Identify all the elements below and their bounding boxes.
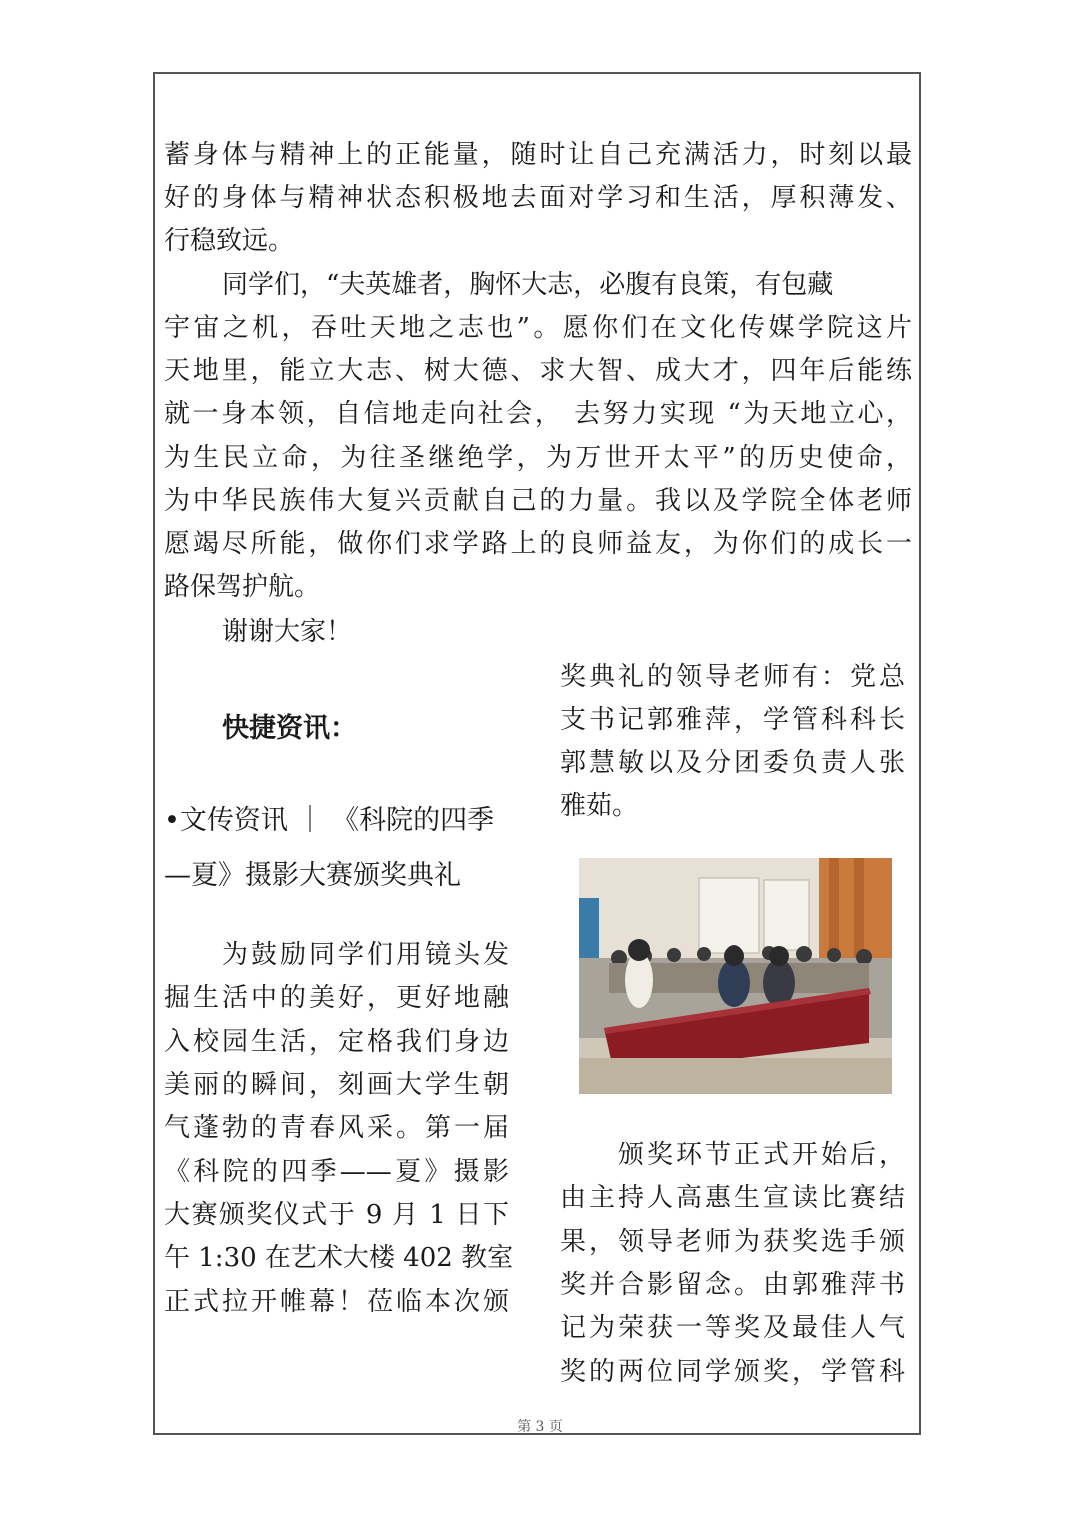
right-column-line: 奖典礼的领导老师有：党总 — [560, 662, 905, 692]
right-column-line: 雅茹。 — [560, 791, 639, 821]
right-column-line: 记为荣获一等奖及最佳人气 — [560, 1313, 905, 1343]
right-column-line: 奖的两位同学颁奖，学管科 — [560, 1357, 905, 1387]
page-number: 第 3 页 — [517, 1419, 563, 1435]
news-heading: 快捷资讯： — [222, 713, 357, 744]
paragraph-line: 好的身体与精神状态积极地去面对学习和生活，厚积薄发、 — [164, 183, 912, 213]
left-column-line: 气蓬勃的青春风采。第一届 — [164, 1113, 509, 1143]
ceremony-photo — [579, 858, 892, 1094]
right-column-line: 郭慧敏以及分团委负责人张 — [560, 748, 905, 778]
closing-thanks: 谢谢大家！ — [222, 617, 353, 647]
left-column-line: 正式拉开帷幕！莅临本次颁 — [164, 1287, 509, 1317]
paragraph-line: 就一身本领，自信地走向社会， 去努力实现 “为天地立心， — [164, 399, 912, 429]
news-title-line: —夏》摄影大赛颁奖典礼 — [164, 860, 461, 891]
ceremony-photo-illustration — [579, 858, 892, 1094]
paragraph-line: 愿竭尽所能，做你们求学路上的良师益友，为你们的成长一 — [164, 529, 912, 559]
paragraph-line: 为生民立命，为往圣继绝学，为万世开太平”的历史使命， — [164, 443, 912, 473]
paragraph-line: 行稳致远。 — [164, 226, 295, 256]
left-column-line: 掘生活中的美好，更好地融 — [164, 983, 509, 1013]
left-column-line: 美丽的瞬间，刻画大学生朝 — [164, 1070, 509, 1100]
left-column-line: 午 1:30 在艺术大楼 402 教室 — [164, 1243, 514, 1273]
right-column-line: 支书记郭雅萍，学管科科长 — [560, 705, 905, 735]
left-column-line: 《科院的四季——夏》摄影 — [164, 1157, 509, 1187]
paragraph-line: 同学们，“夫英雄者，胸怀大志，必腹有良策，有包藏 — [222, 270, 834, 300]
left-column-line: 入校园生活，定格我们身边 — [164, 1027, 509, 1057]
paragraph-line: 天地里，能立大志、树大德、求大智、成大才，四年后能练 — [164, 356, 912, 386]
paragraph-line: 路保驾护航。 — [164, 572, 321, 602]
paragraph-line: 宇宙之机，吞吐天地之志也”。愿你们在文化传媒学院这片 — [164, 313, 912, 343]
left-column-line: 为鼓励同学们用镜头发 — [222, 940, 509, 970]
paragraph-line: 蓄身体与精神上的正能量，随时让自己充满活力，时刻以最 — [164, 140, 912, 170]
right-column-line: 由主持人高惠生宣读比赛结 — [560, 1183, 905, 1213]
right-column-line: 果，领导老师为获奖选手颁 — [560, 1227, 905, 1257]
right-column-line: 奖并合影留念。由郭雅萍书 — [560, 1270, 905, 1300]
paragraph-line: 为中华民族伟大复兴贡献自己的力量。我以及学院全体老师 — [164, 486, 912, 516]
right-column-line: 颁奖环节正式开始后， — [618, 1140, 905, 1170]
news-title-line: •文传资讯 ｜ 《科院的四季 — [164, 805, 495, 836]
left-column-line: 大赛颁奖仪式于 9 月 1 日下 — [164, 1200, 509, 1230]
